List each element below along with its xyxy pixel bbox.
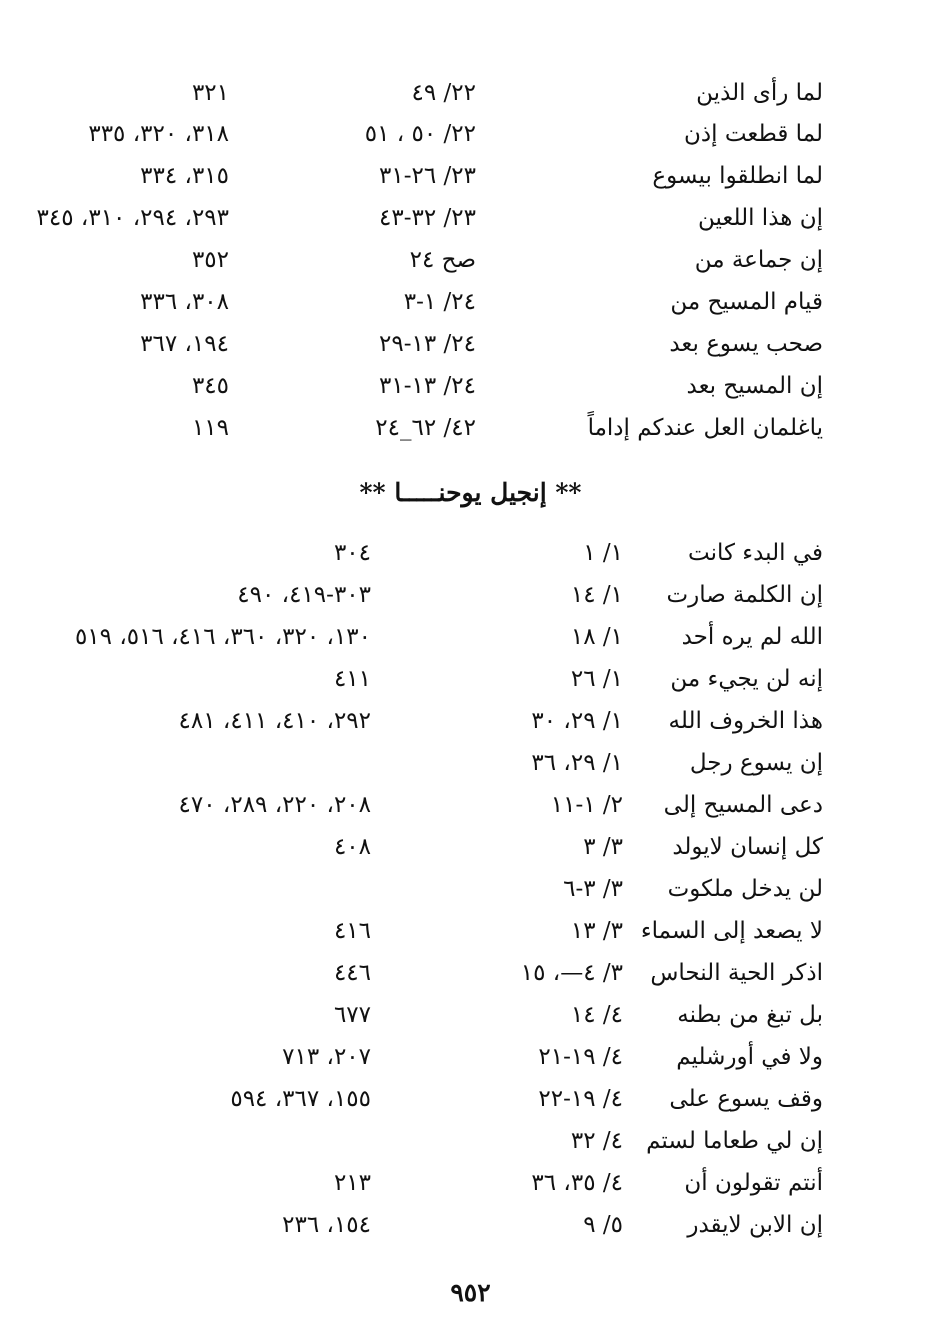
pages: ١١٩ (191, 415, 229, 441)
phrase: الله لم يره أحد (681, 624, 823, 650)
reference: ١/ ١٤ (570, 582, 623, 608)
pages: ٤٤٦ (333, 960, 371, 986)
index-row (0, 239, 941, 281)
reference: ٢٣/ ٣٢-٤٣ (379, 205, 476, 231)
index-row (0, 1078, 941, 1120)
phrase: أنتم تقولون أن (684, 1170, 823, 1196)
index-row (0, 113, 941, 155)
index-row (0, 952, 941, 994)
index-row (0, 616, 941, 658)
reference: ٤٢/ ٦٢_٢٤ (375, 415, 476, 441)
reference: ٢/ ١-١١ (550, 792, 623, 818)
pages: ٢٩٢، ٤١٠، ٤١١، ٤٨١ (178, 708, 371, 734)
pages: ١٥٥، ٣٦٧، ٥٩٤ (230, 1086, 371, 1112)
reference: ٥/ ٩ (583, 1212, 623, 1238)
pages: ٣١٨، ٣٢٠، ٣٣٥ (88, 121, 229, 147)
index-row (0, 868, 941, 910)
index-row (0, 910, 941, 952)
reference: ١/ ٢٩، ٣٦ (531, 750, 623, 776)
reference: ٢٢/ ٤٩ (411, 80, 476, 106)
reference: ٢٤/ ١٣-٣١ (379, 373, 476, 399)
index-row (0, 826, 941, 868)
page-number: ٩٥٢ (450, 1278, 491, 1307)
index-row (0, 574, 941, 616)
section-heading: ** إنجيل يوحنـــــا ** (359, 478, 582, 507)
index-row (0, 658, 941, 700)
reference: ٣/ ٣ (583, 834, 623, 860)
phrase: ولا في أورشليم (676, 1044, 823, 1070)
index-row (0, 1162, 941, 1204)
index-row (0, 532, 941, 574)
index-row (0, 1120, 941, 1162)
phrase: لما قطعت إذن (684, 121, 823, 147)
reference: ٤/ ١٩-٢١ (538, 1044, 623, 1070)
phrase: إن الكلمة صارت (666, 582, 823, 608)
pages: ٢٠٨، ٢٢٠، ٢٨٩، ٤٧٠ (178, 792, 371, 818)
phrase: قيام المسيح من (670, 289, 823, 315)
phrase: ياغلمان العل عندكم إداماً (587, 415, 823, 441)
index-row (0, 365, 941, 407)
pages: ١٩٤، ٣٦٧ (140, 331, 229, 357)
phrase: إن المسيح بعد (686, 373, 823, 399)
phrase: كل إنسان لايولد (672, 834, 823, 860)
reference: صح ٢٤ (409, 247, 476, 273)
phrase: إن هذا اللعين (697, 205, 823, 231)
index-row (0, 994, 941, 1036)
phrase: إن يسوع رجل (689, 750, 823, 776)
pages: ٣٤٥ (191, 373, 229, 399)
phrase: لما انطلقوا بيسوع (652, 163, 823, 189)
pages: ٣٥٢ (191, 247, 229, 273)
reference: ٣/ ١٣ (570, 918, 623, 944)
phrase: إن لي طعاما لستم (646, 1128, 823, 1154)
phrase: وقف يسوع على (669, 1086, 823, 1112)
pages: ١٥٤، ٢٣٦ (282, 1212, 371, 1238)
reference: ٣/ ٤—، ١٥ (520, 960, 623, 986)
phrase: لما رأى الذين (696, 80, 823, 106)
index-row (0, 323, 941, 365)
phrase: بل تبغ من بطنه (677, 1002, 823, 1028)
pages: ٢١٣ (333, 1170, 371, 1196)
reference: ٢٣/ ٢٦-٣١ (379, 163, 476, 189)
pages: ٣٠٣-٤١٩، ٤٩٠ (237, 582, 371, 608)
pages: ١٣٠، ٣٢٠، ٣٦٠، ٤١٦، ٥١٦، ٥١٩ (74, 624, 371, 650)
pages: ٣٢١ (191, 80, 229, 106)
reference: ١/ ١ (583, 540, 623, 566)
pages: ٤١١ (333, 666, 371, 692)
index-row (0, 700, 941, 742)
reference: ٤/ ٣٢ (570, 1128, 623, 1154)
reference: ٤/ ٣٥، ٣٦ (531, 1170, 623, 1196)
phrase: لن يدخل ملكوت (667, 876, 823, 902)
reference: ٢٢/ ٥٠ ، ٥١ (364, 121, 476, 147)
phrase: هذا الخروف الله (668, 708, 823, 734)
pages: ٢٠٧، ٧١٣ (282, 1044, 371, 1070)
phrase: لا يصعد إلى السماء (640, 918, 823, 944)
reference: ٤/ ١٩-٢٢ (538, 1086, 623, 1112)
reference: ٤/ ١٤ (570, 1002, 623, 1028)
pages: ٣٠٨، ٣٣٦ (140, 289, 229, 315)
phrase: دعى المسيح إلى (663, 792, 823, 818)
reference: ١/ ٢٩، ٣٠ (531, 708, 623, 734)
phrase: إن الابن لايقدر (687, 1212, 823, 1238)
phrase: صحب يسوع بعد (669, 331, 823, 357)
pages: ٣١٥، ٣٣٤ (140, 163, 229, 189)
index-row (0, 1204, 941, 1246)
reference: ٢٤/ ١-٣ (403, 289, 476, 315)
phrase: إن جماعة من (694, 247, 823, 273)
index-row (0, 197, 941, 239)
phrase: في البدء كانت (688, 540, 823, 566)
pages: ٢٩٣، ٢٩٤، ٣١٠، ٣٤٥ (36, 205, 229, 231)
pages: ٦٧٧ (333, 1002, 371, 1028)
phrase: اذكر الحية النحاس (650, 960, 823, 986)
phrase: إنه لن يجيء من (670, 666, 823, 692)
index-row (0, 72, 941, 114)
reference: ٢٤/ ١٣-٢٩ (379, 331, 476, 357)
pages: ٤١٦ (333, 918, 371, 944)
index-row (0, 1036, 941, 1078)
pages: ٤٠٨ (333, 834, 371, 860)
reference: ١/ ١٨ (570, 624, 623, 650)
index-row (0, 742, 941, 784)
index-row (0, 281, 941, 323)
index-row (0, 155, 941, 197)
pages: ٣٠٤ (333, 540, 371, 566)
reference: ٣/ ٣-٦ (563, 876, 623, 902)
index-row (0, 407, 941, 449)
index-row (0, 784, 941, 826)
reference: ١/ ٢٦ (570, 666, 623, 692)
